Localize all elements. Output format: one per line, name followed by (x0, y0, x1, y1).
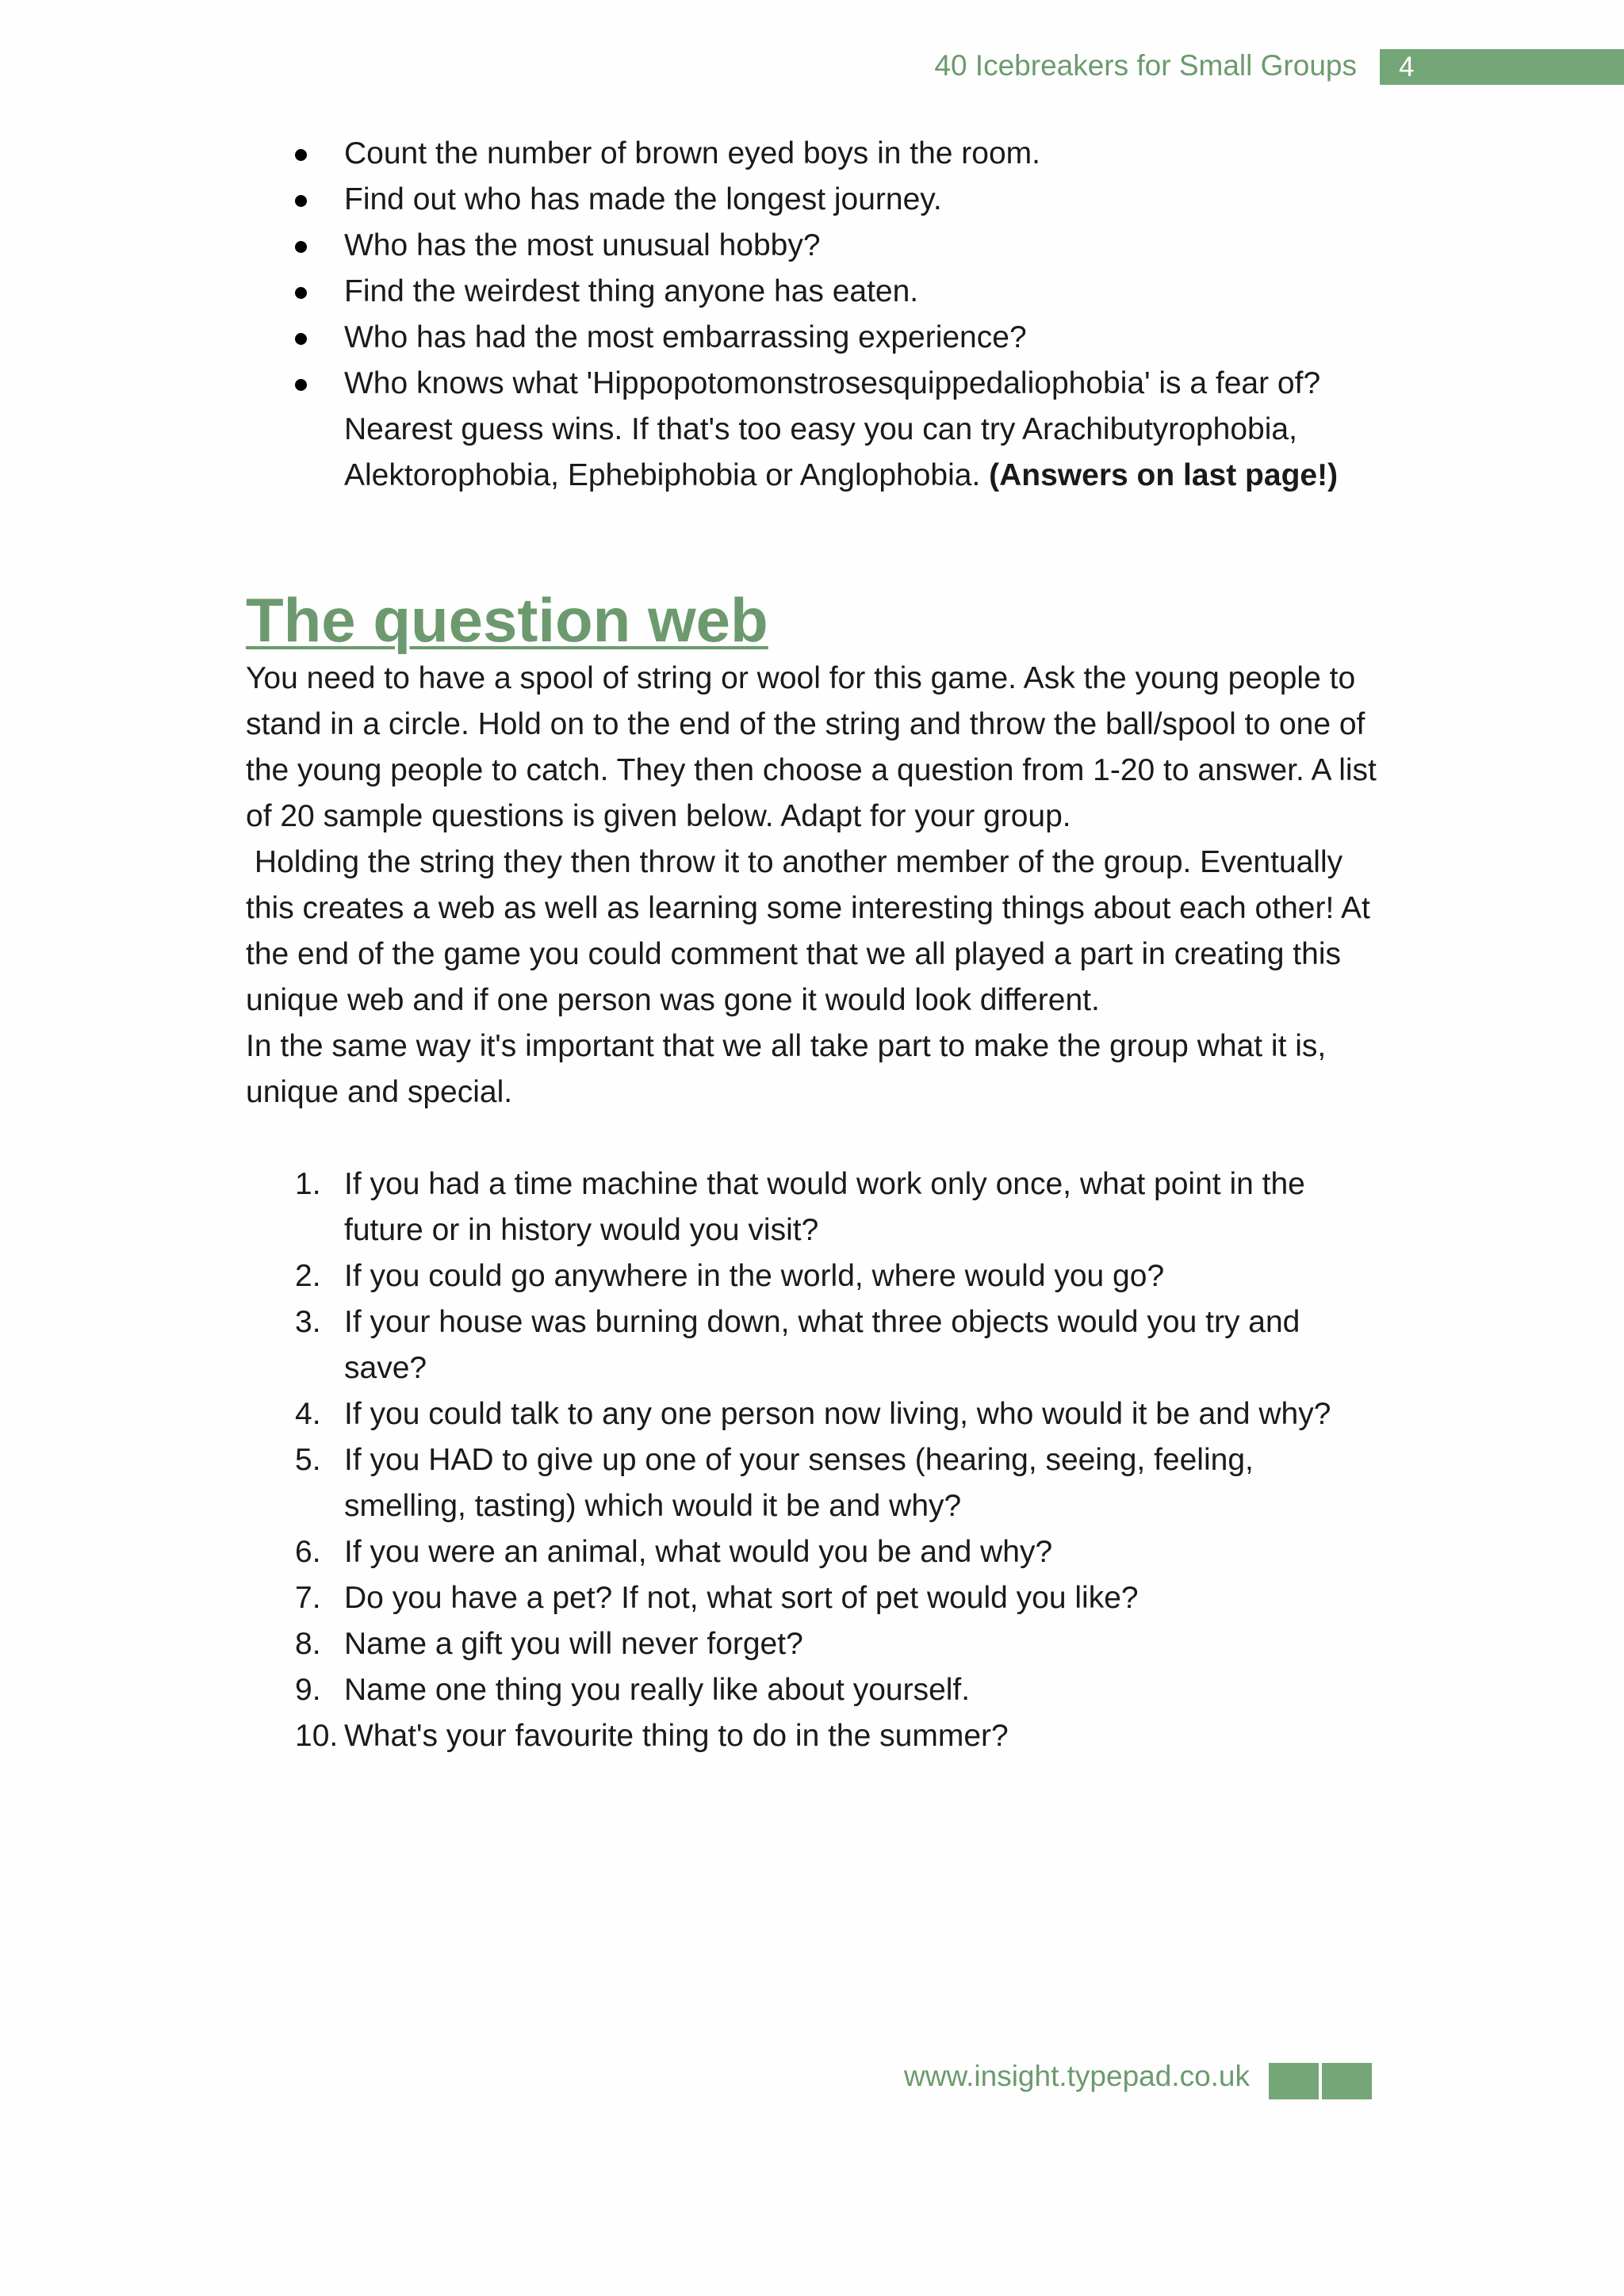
footer-decoration (1269, 2063, 1319, 2099)
question-number: 6. (295, 1535, 321, 1569)
bullet-icon (295, 379, 307, 391)
question-item (246, 1437, 1380, 1529)
bullet-item (246, 315, 1380, 361)
question-item (246, 1253, 1380, 1299)
bullet-item (246, 223, 1380, 269)
bullet-icon (295, 149, 307, 161)
bullet-list (246, 131, 1380, 499)
question-number: 8. (295, 1627, 321, 1661)
paragraph: Holding the string they then throw it to another member of the group. Eventually this creates a web as well as learning some interesting things about each other! At the end of the game you could comment that we all played a part in creating this unique web and if one person was gone it would look different. (246, 845, 1379, 1017)
bullet-item (246, 269, 1380, 315)
bullet-item (246, 177, 1380, 223)
question-item (246, 1575, 1380, 1621)
question-number: 5. (295, 1443, 321, 1477)
question-text: If you had a time machine that would work only once, what point in the future or in history would you visit? (344, 1167, 1305, 1247)
question-text: If you could go anywhere in the world, where would you go? (344, 1259, 1165, 1293)
question-text: What's your favourite thing to do in the summer? (344, 1719, 1009, 1753)
bullet-item (246, 361, 1380, 499)
question-number: 9. (295, 1673, 321, 1707)
section-heading: The question web (246, 585, 768, 655)
question-number: 4. (295, 1397, 321, 1431)
question-item (246, 1391, 1380, 1437)
question-number: 2. (295, 1259, 321, 1293)
bullet-item (246, 131, 1380, 177)
question-text: If you could talk to any one person now living, who would it be and why? (344, 1397, 1331, 1431)
question-number: 1. (295, 1167, 321, 1201)
bullet-icon (295, 195, 307, 207)
question-item (246, 1529, 1380, 1575)
question-text: Name a gift you will never forget? (344, 1627, 803, 1661)
bullet-text: Find out who has made the longest journey. (344, 182, 942, 216)
page-content (246, 131, 1380, 1759)
page-number: 4 (1399, 52, 1415, 82)
bullet-text: Count the number of brown eyed boys in the room. (344, 136, 1040, 170)
footer-decoration (1322, 2063, 1372, 2099)
bullet-bold-note: (Answers on last page!) (989, 458, 1339, 492)
bullet-text: Find the weirdest thing anyone has eaten. (344, 274, 919, 308)
bullet-icon (295, 287, 307, 299)
question-item (246, 1299, 1380, 1391)
page-number-bar (1380, 49, 1624, 85)
question-text: If you HAD to give up one of your senses (hearing, seeing, feeling, smelling, tasting) which would it be and why? (344, 1443, 1254, 1523)
question-item (246, 1713, 1380, 1759)
question-number: 3. (295, 1305, 321, 1339)
question-item (246, 1667, 1380, 1713)
bullet-icon (295, 333, 307, 345)
paragraph: You need to have a spool of string or wool for this game. Ask the young people to stand in a circle. Hold on to the end of the string and throw the ball/spool to one of the young people to catch. They then choose a question from 1-20 to answer. A list of 20 sample questions is given below. Adapt for your group. (246, 661, 1377, 833)
question-number: 10. (295, 1719, 339, 1753)
question-text: Name one thing you really like about yourself. (344, 1673, 971, 1707)
question-list (246, 1161, 1380, 1759)
question-item (246, 1161, 1380, 1253)
bullet-text: Who knows what 'Hippopotomonstrosesquippedaliophobia' is a fear of? Nearest guess wins. If that's too easy you can try Arachibutyrophobia, Alektorophobia, Ephebiphobia or Anglophobia. (344, 366, 1321, 492)
question-text: Do you have a pet? If not, what sort of pet would you like? (344, 1581, 1139, 1615)
bullet-text: Who has the most unusual hobby? (344, 228, 821, 262)
question-text: If you were an animal, what would you be and why? (344, 1535, 1053, 1569)
question-number: 7. (295, 1581, 321, 1615)
bullet-icon (295, 241, 307, 253)
paragraph: In the same way it's important that we all take part to make the group what it is, unique and special. (246, 1029, 1327, 1109)
bullet-text: Who has had the most embarrassing experience? (344, 320, 1027, 354)
question-item (246, 1621, 1380, 1667)
header-title: 40 Icebreakers for Small Groups (934, 49, 1357, 82)
question-text: If your house was burning down, what three objects would you try and save? (344, 1305, 1300, 1385)
footer-url-link[interactable]: www.insight.typepad.co.uk (904, 2060, 1251, 2092)
